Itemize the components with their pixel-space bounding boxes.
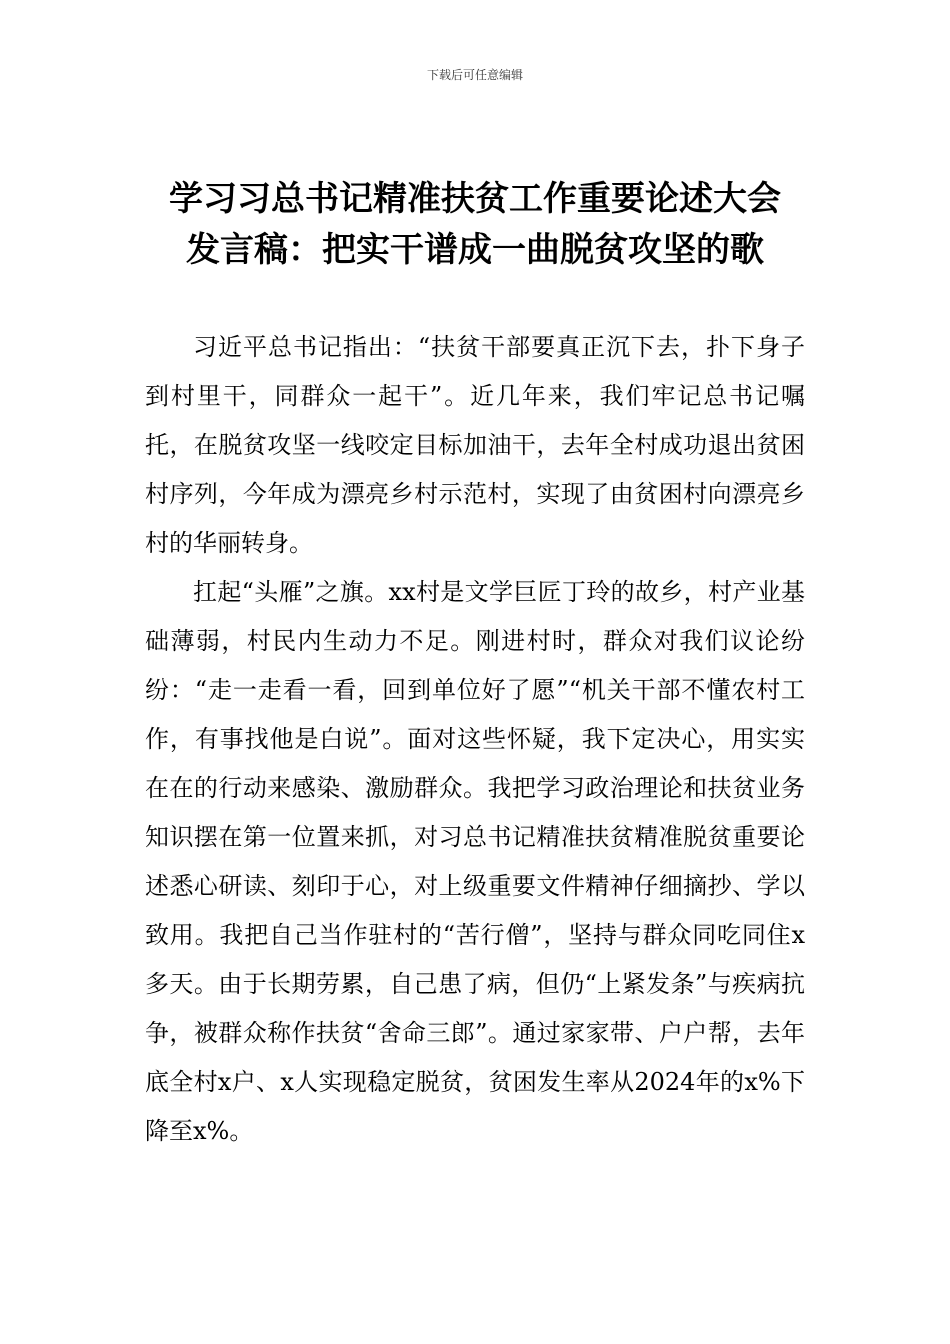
document-title — [130, 174, 820, 276]
title-line-1: 学习习总书记精准扶贫工作重要论述大会 — [169, 179, 781, 219]
title-line-2: 发言稿：把实干谱成一曲脱贫攻坚的歌 — [186, 230, 764, 270]
paragraph-intro: 习近平总书记指出：“扶贫干部要真正沉下去，扑下身子到村里干，同群众一起干”。近几年来，我们牢记总书记嘱托，在脱贫攻坚一线咬定目标加油干，去年全村成功退出贫困村序列，今年成为漂亮乡村示范村，实现了由贫困村向漂亮乡村的华丽转身。 — [145, 333, 805, 557]
document-body — [145, 323, 805, 1156]
header-note: 下载后可任意编辑 — [426, 68, 523, 82]
paragraph-leadership: 扛起“头雁”之旗。xx村是文学巨匠丁玲的故乡，村产业基础薄弱，村民内生动力不足。刚进村时，群众对我们议论纷纷：“走一走看一看，回到单位好了愿”“机关干部不懂农村工作，有事找他是白说”。面对这些怀疑，我下定决心，用实实在在的行动来感染、激励群众。我把学习政治理论和扶贫业务知识摆在第一位置来抓，对习总书记精准扶贫精准脱贫重要论述悉心研读、刻印于心，对上级重要文件精神仔细摘抄、学以致用。我把自己当作驻村的“苦行僧”，坚持与群众同吃同住x多天。由于长期劳累，自己患了病，但仍“上紧发条”与疾病抗争，被群众称作扶贫“舍命三郎”。通过家家带、户户帮，去年底全村x户、x人实现稳定脱贫，贫困发生率从2024年的x%下降至x%。 — [145, 578, 805, 1145]
